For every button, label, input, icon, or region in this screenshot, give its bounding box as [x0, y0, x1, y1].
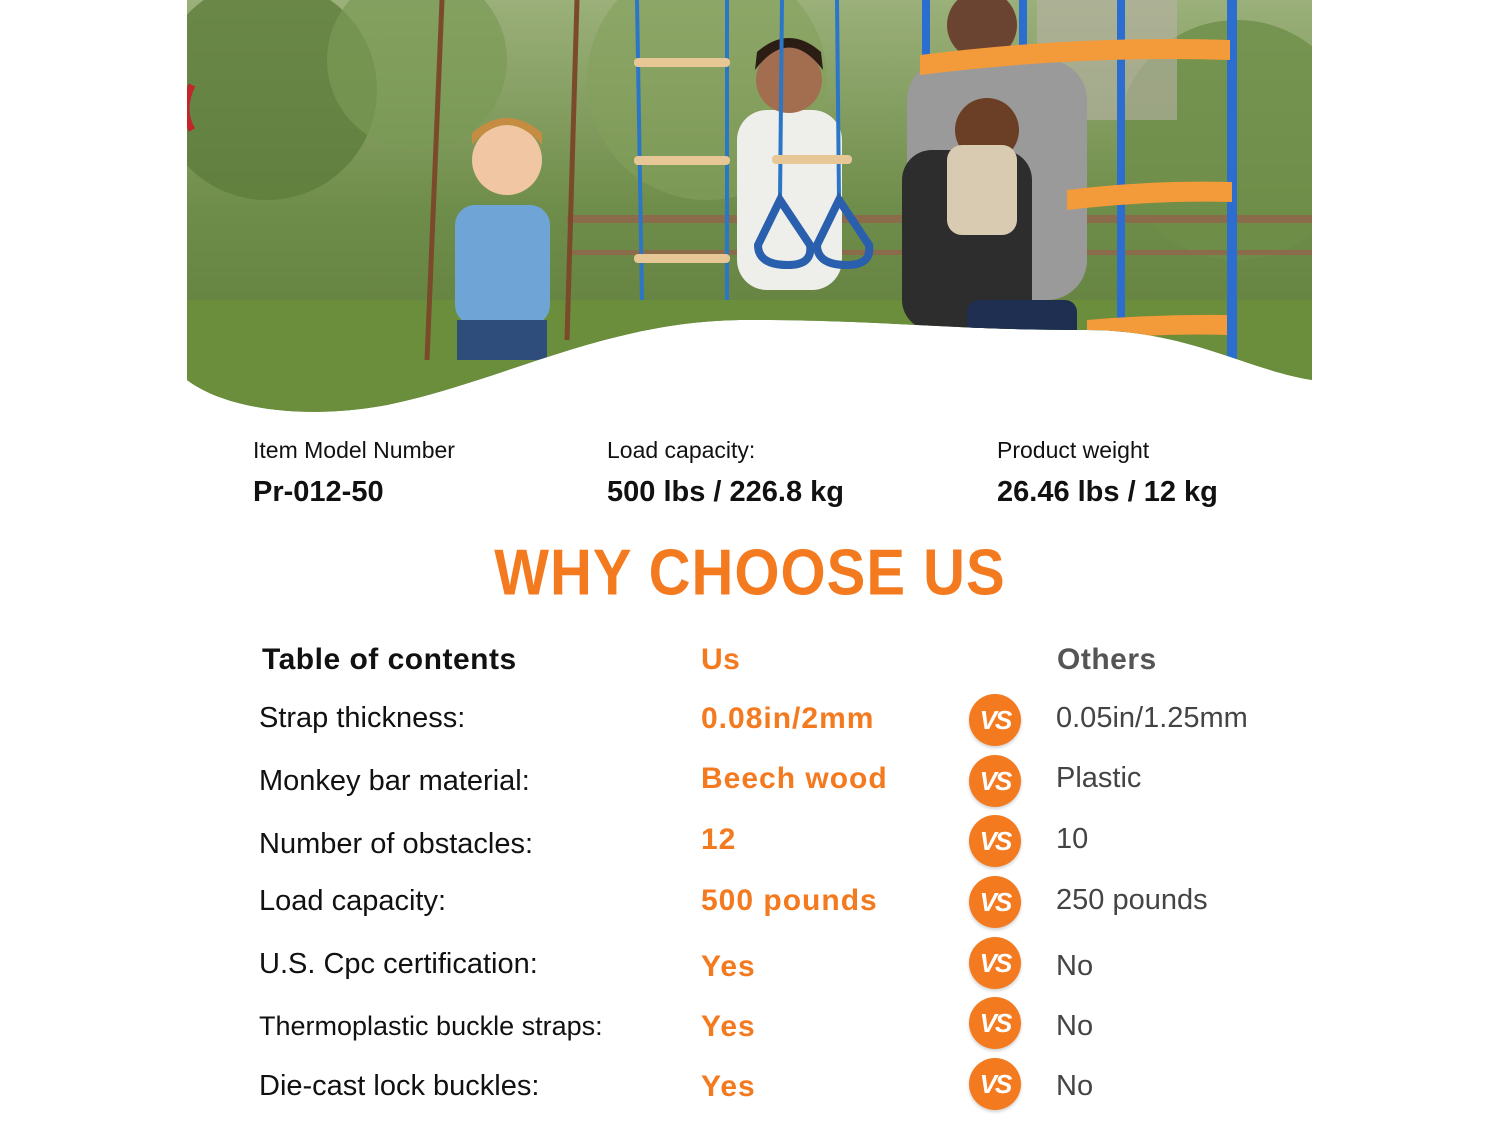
column-header-others: Others	[1057, 643, 1157, 676]
table-row	[0, 812, 1500, 872]
feature-cell: Monkey bar material:	[259, 765, 530, 797]
others-cell: No	[1056, 1010, 1094, 1042]
us-cell: Yes	[701, 1010, 756, 1043]
vs-label: VS	[979, 766, 1011, 796]
others-cell: 10	[1056, 823, 1089, 855]
others-cell: Plastic	[1056, 762, 1142, 794]
vs-label: VS	[979, 1069, 1011, 1099]
table-row	[0, 934, 1500, 994]
vs-icon	[969, 755, 1021, 807]
column-header-us: Us	[701, 643, 741, 676]
table-row	[0, 872, 1500, 932]
feature-cell: Load capacity:	[259, 885, 447, 917]
us-cell: 500 pounds	[701, 884, 878, 917]
table-row	[0, 994, 1500, 1054]
page-title: WHY CHOOSE US	[494, 536, 1006, 609]
hero-photo	[187, 0, 1312, 415]
feature-cell: U.S. Cpc certification:	[259, 948, 538, 980]
feature-cell: Die-cast lock buckles:	[259, 1070, 540, 1102]
vs-icon	[969, 876, 1021, 928]
others-cell: 0.05in/1.25mm	[1056, 702, 1248, 734]
others-cell: 250 pounds	[1056, 884, 1208, 916]
spec-label: Item Model Number	[253, 437, 455, 463]
vs-label: VS	[979, 1008, 1011, 1038]
vs-label: VS	[979, 826, 1011, 856]
vs-label: VS	[979, 948, 1011, 978]
feature-cell: Strap thickness:	[259, 702, 466, 734]
spec-label: Product weight	[997, 437, 1150, 463]
others-cell: No	[1056, 1070, 1094, 1102]
vs-icon	[969, 1058, 1021, 1110]
us-cell: 0.08in/2mm	[701, 702, 875, 735]
spec-product-weight	[997, 436, 1218, 510]
table-row	[0, 752, 1500, 812]
vs-icon	[969, 937, 1021, 989]
us-cell: Yes	[701, 950, 756, 983]
vs-label: VS	[979, 887, 1011, 917]
spec-value: 26.46 lbs / 12 kg	[997, 476, 1218, 508]
spec-load-capacity	[607, 436, 844, 510]
spec-value: 500 lbs / 226.8 kg	[607, 476, 844, 508]
us-cell: Yes	[701, 1070, 756, 1103]
feature-cell: Number of obstacles:	[259, 828, 534, 860]
family-playground-photo-icon	[187, 0, 1312, 415]
vs-icon	[969, 694, 1021, 746]
vs-icon	[969, 997, 1021, 1049]
spec-model-number	[253, 436, 455, 510]
table-row	[0, 692, 1500, 752]
spec-value: Pr-012-50	[253, 476, 384, 508]
others-cell: No	[1056, 950, 1094, 982]
vs-icon	[969, 815, 1021, 867]
us-cell: Beech wood	[701, 762, 888, 795]
spec-label: Load capacity:	[607, 437, 756, 463]
feature-cell: Thermoplastic buckle straps:	[259, 1011, 603, 1041]
table-row	[0, 1054, 1500, 1114]
column-header-contents: Table of contents	[262, 643, 517, 676]
vs-label: VS	[979, 705, 1011, 735]
us-cell: 12	[701, 823, 737, 856]
